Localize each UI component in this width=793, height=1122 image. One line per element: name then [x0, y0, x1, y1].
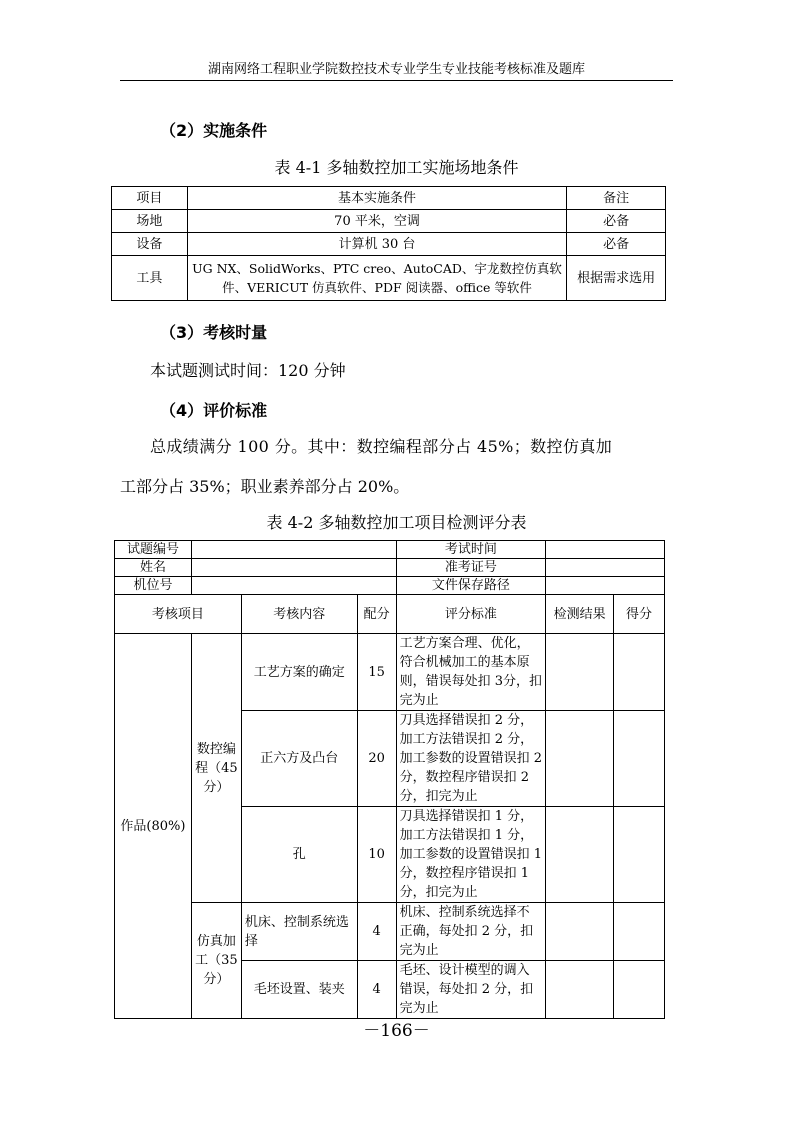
score-cell: [614, 711, 665, 807]
section3-heading: （3）考核时量: [160, 323, 268, 342]
category-cell: 作品(80%): [115, 634, 192, 1019]
table-row: [115, 634, 665, 711]
score-cell: [614, 807, 665, 903]
result-cell: [546, 711, 614, 807]
table-row: [115, 541, 665, 559]
table-cell: UG NX、SolidWorks、PTC creo、AutoCAD、宇龙数控仿真软件、VERICUT 仿真软件、PDF 阅读器、office 等软件: [187, 256, 566, 301]
section4-heading: （4）评价标准: [160, 401, 268, 420]
header-rule: [120, 80, 673, 81]
table-cell: 必备: [567, 210, 666, 233]
table-row: [115, 903, 665, 961]
points-cell: 10: [357, 807, 396, 903]
table1-header-conditions: 基本实施条件: [187, 187, 566, 210]
points-cell: 4: [357, 903, 396, 961]
seat-no-label: 机位号: [115, 577, 192, 595]
table-row: [115, 595, 665, 634]
table-row: [112, 210, 666, 233]
header-content: 考核内容: [241, 595, 357, 634]
name-value: [191, 559, 396, 577]
table-cell: 必备: [567, 233, 666, 256]
table-row: [112, 187, 666, 210]
criteria-cell: 刀具选择错误扣 2 分，加工方法错误扣 2 分，加工参数的设置错误扣 2 分，数控程序错误扣 2 分，扣完为止: [396, 711, 546, 807]
table-cell: 计算机 30 台: [187, 233, 566, 256]
exam-time-label: 考试时间: [396, 541, 546, 559]
table-cell: 根据需求选用: [567, 256, 666, 301]
table1-caption: 表 4-1 多轴数控加工实施场地条件: [274, 158, 519, 177]
table1-header-notes: 备注: [567, 187, 666, 210]
criteria-cell: 毛坯、设计模型的调入错误，每处扣 2 分，扣完为止: [396, 961, 546, 1019]
content-cell: 孔: [241, 807, 357, 903]
score-cell: [614, 961, 665, 1019]
header-score: 得分: [614, 595, 665, 634]
section2-heading: （2）实施条件: [160, 121, 268, 140]
score-text-2: 工部分占 35%；职业素养部分占 20%。: [120, 477, 410, 496]
save-path-value: [546, 577, 665, 595]
criteria-cell: 工艺方案合理、优化，符合机械加工的基本原则，错误每处扣 3分，扣完为止: [396, 634, 546, 711]
score-text-1: 总成绩满分 100 分。其中：数控编程部分占 45%；数控仿真加: [150, 437, 613, 456]
page-number: －166－: [363, 1021, 430, 1041]
score-cell: [614, 903, 665, 961]
header-criteria: 评分标准: [396, 595, 546, 634]
result-cell: [546, 903, 614, 961]
seat-no-value: [191, 577, 396, 595]
time-text: 本试题测试时间：120 分钟: [150, 361, 346, 380]
header-points: 配分: [357, 595, 396, 634]
table-row: [112, 233, 666, 256]
page-header: 湖南网络工程职业学院数控技术专业学生专业技能考核标准及题库: [207, 62, 585, 77]
table-cell: 场地: [112, 210, 188, 233]
group-cell: 仿真加工（35分）: [191, 903, 241, 1019]
points-cell: 4: [357, 961, 396, 1019]
result-cell: [546, 634, 614, 711]
header-item: 考核项目: [115, 595, 242, 634]
content-cell: 正六方及凸台: [241, 711, 357, 807]
ticket-no-label: 准考证号: [396, 559, 546, 577]
content-cell: 毛坯设置、装夹: [241, 961, 357, 1019]
table-cell: 设备: [112, 233, 188, 256]
result-cell: [546, 807, 614, 903]
criteria-cell: 刀具选择错误扣 1 分，加工方法错误扣 1 分，加工参数的设置错误扣 1 分，数控程序错误扣 1 分，扣完为止: [396, 807, 546, 903]
table-cell: 工具: [112, 256, 188, 301]
points-cell: 20: [357, 711, 396, 807]
criteria-cell: 机床、控制系统选择不正确，每处扣 2 分，扣完为止: [396, 903, 546, 961]
name-label: 姓名: [115, 559, 192, 577]
table1-header-item: 项目: [112, 187, 188, 210]
exam-time-value: [546, 541, 665, 559]
content-cell: 机床、控制系统选择: [241, 903, 357, 961]
points-cell: 15: [357, 634, 396, 711]
table-row: [115, 559, 665, 577]
content-cell: 工艺方案的确定: [241, 634, 357, 711]
table2-caption: 表 4-2 多轴数控加工项目检测评分表: [266, 513, 527, 532]
result-cell: [546, 961, 614, 1019]
exam-no-value: [191, 541, 396, 559]
ticket-no-value: [546, 559, 665, 577]
table2: [114, 540, 665, 1019]
table1: [111, 186, 666, 301]
group-cell: 数控编程（45分）: [191, 634, 241, 903]
header-result: 检测结果: [546, 595, 614, 634]
table-row: [115, 577, 665, 595]
table-cell: 70 平米，空调: [187, 210, 566, 233]
score-cell: [614, 634, 665, 711]
exam-no-label: 试题编号: [115, 541, 192, 559]
save-path-label: 文件保存路径: [396, 577, 546, 595]
table-row: [112, 256, 666, 301]
